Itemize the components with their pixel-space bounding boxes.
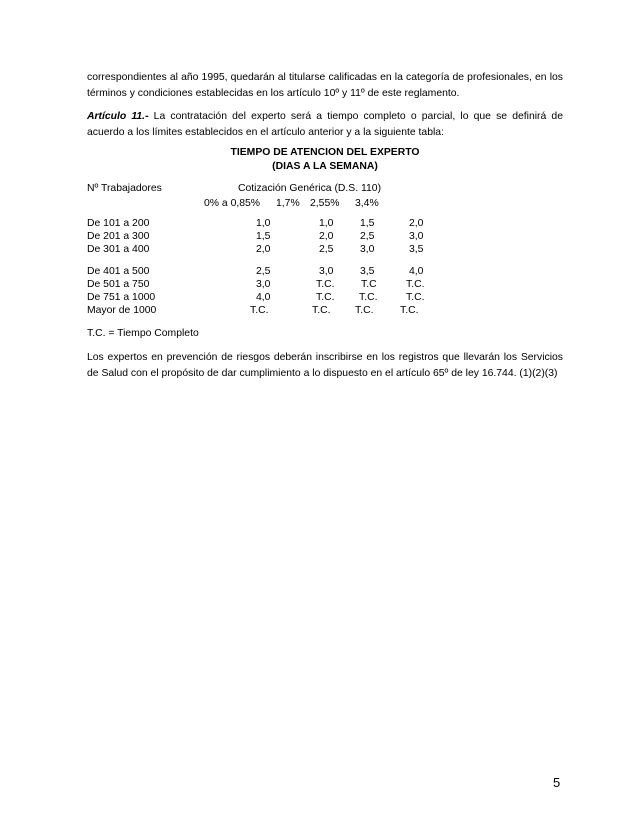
table-cell: 1,0 xyxy=(319,218,334,229)
closing-line-2: de Salud con el propósito de dar cumplimiento a lo dispuesto en el artículo 65º de ley 16.744. (1)(2)(3) xyxy=(87,368,558,379)
table-cell: T.C. xyxy=(312,305,331,316)
table-cell: 2,0 xyxy=(409,218,424,229)
table-legend: T.C. = Tiempo Completo xyxy=(87,328,199,339)
row-label: De 101 a 200 xyxy=(87,218,150,229)
intro-line-1: correspondientes al año 1995, quedarán al titularse calificadas en la categoría de profesionales, en los xyxy=(87,72,563,83)
column-header: 0% a 0,85% xyxy=(204,198,261,209)
table-cell: 2,0 xyxy=(319,231,334,242)
table-cell: 1,5 xyxy=(360,218,375,229)
table-cell: 3,0 xyxy=(256,279,271,290)
row-label: De 751 a 1000 xyxy=(87,292,156,303)
table-cell: 3,0 xyxy=(409,231,424,242)
table-cell: 2,5 xyxy=(319,244,334,255)
article-label: Artículo 11.- xyxy=(87,111,149,122)
table-cell: 4,0 xyxy=(256,292,271,303)
table-cell: 2,5 xyxy=(360,231,375,242)
row-label: De 401 a 500 xyxy=(87,266,150,277)
table-cell: 3,0 xyxy=(319,266,334,277)
row-label: Mayor de 1000 xyxy=(87,305,157,316)
table-cell: T.C. xyxy=(406,279,425,290)
table-title-line-2: (DIAS A LA SEMANA) xyxy=(272,161,378,172)
column-header: 2,55% xyxy=(310,198,340,209)
row-header: Nº Trabajadores xyxy=(87,183,162,194)
table-cell: T.C. xyxy=(355,305,374,316)
row-label: De 501 a 750 xyxy=(87,279,150,290)
column-header: 1,7% xyxy=(276,198,300,209)
table-cell: 2,5 xyxy=(256,266,271,277)
table-title xyxy=(87,146,563,174)
closing-paragraph xyxy=(87,350,563,382)
article-11-paragraph xyxy=(87,109,563,141)
row-label: De 201 a 300 xyxy=(87,231,150,242)
table-cell: 1,5 xyxy=(256,231,271,242)
closing-line-1: Los expertos en prevención de riesgos deberán inscribirse en los registros que llevarán los Servicios xyxy=(87,352,563,363)
page-number: 5 xyxy=(553,775,561,790)
table-cell: T.C. xyxy=(316,292,335,303)
table-cell: T.C. xyxy=(400,305,419,316)
table-cell: T.C. xyxy=(250,305,269,316)
table-cell: 4,0 xyxy=(409,266,424,277)
table-cell: 1,0 xyxy=(256,218,271,229)
group-header: Cotización Genérica (D.S. 110) xyxy=(238,183,382,194)
table-cell: T.C. xyxy=(406,292,425,303)
row-label: De 301 a 400 xyxy=(87,244,150,255)
table-cell: T.C. xyxy=(359,292,378,303)
table-cell: 3,0 xyxy=(360,244,375,255)
intro-paragraph xyxy=(87,70,563,102)
table-cell: 2,0 xyxy=(256,244,271,255)
table-cell: T.C xyxy=(361,279,377,290)
table-cell: 3,5 xyxy=(409,244,424,255)
column-header: 3,4% xyxy=(355,198,379,209)
intro-line-2: términos y condiciones establecidas en los artículo 10º y 11º de este reglamento. xyxy=(87,88,460,99)
article-line-1 xyxy=(87,109,563,125)
article-line-1-text: La contratación del experto será a tiempo completo o parcial, lo que se definirá de xyxy=(148,111,563,122)
table-cell: 3,5 xyxy=(360,266,375,277)
table-title-line-1: TIEMPO DE ATENCION DEL EXPERTO xyxy=(230,147,420,158)
table-cell: T.C. xyxy=(316,279,335,290)
article-line-2: acuerdo a los límites establecidos en el artículo anterior y a la siguiente tabla: xyxy=(87,127,444,138)
